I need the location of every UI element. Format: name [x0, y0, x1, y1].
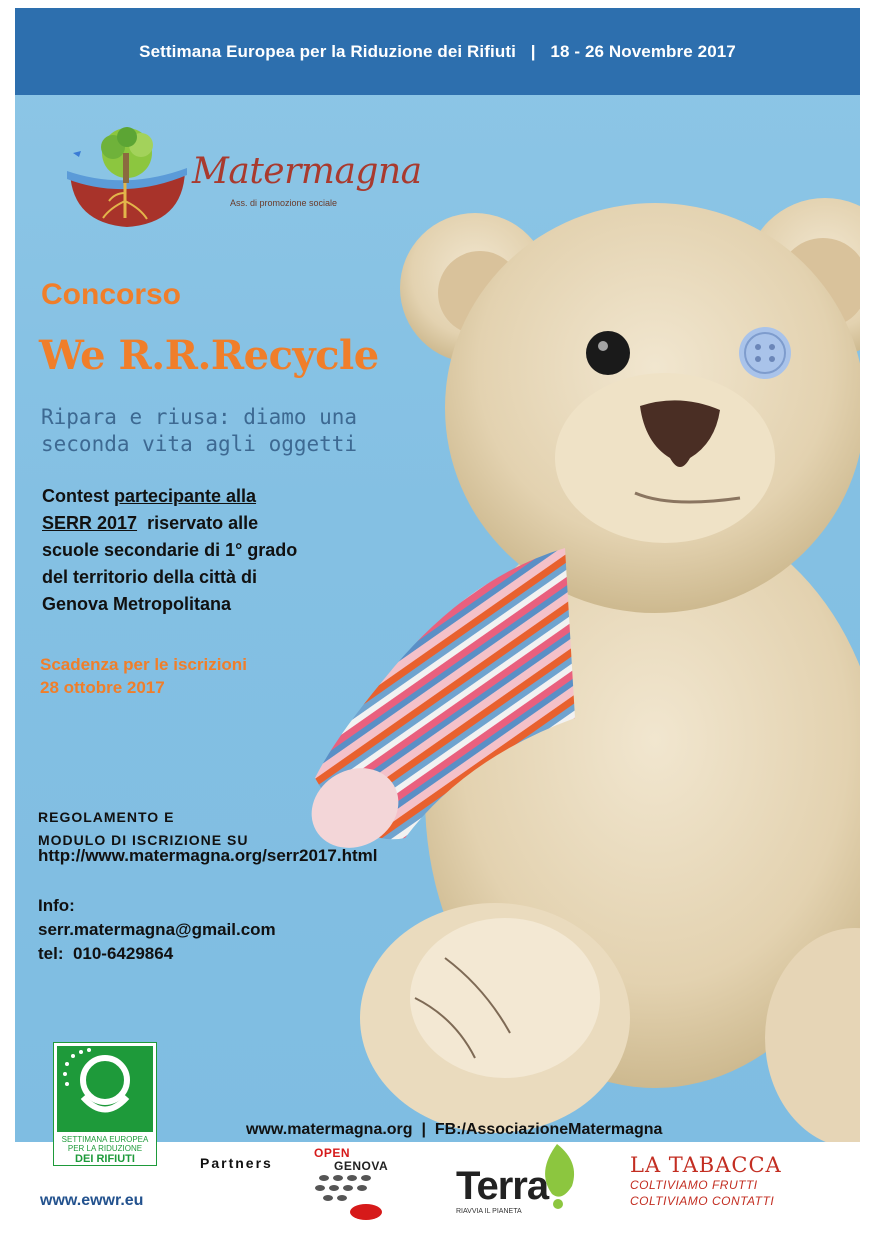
header-text [139, 42, 736, 62]
tagline-line-2: seconda vita agli oggetti [41, 432, 358, 456]
open-genova-dots-icon [314, 1172, 394, 1222]
terra-tagline: RIAVVIA IL PIANETA [456, 1208, 522, 1215]
info-label: Info: [38, 896, 75, 915]
desc-line-4: del territorio della città di [42, 567, 258, 587]
info-phone: tel: 010-6429864 [38, 944, 174, 963]
open-genova-logo [314, 1146, 394, 1226]
header-bar [15, 8, 860, 95]
contest-tagline [41, 404, 357, 458]
la-tabacca-logo [630, 1153, 782, 1209]
desc-line-3: scuole secondarie di 1° grado [42, 540, 298, 560]
partners-label: Partners [200, 1155, 273, 1171]
serr-link-part1: partecipante alla [114, 486, 257, 506]
rules-line-2: MODULO DI ISCRIZIONE SU [38, 832, 249, 848]
ewwr-url-link[interactable]: www.ewwr.eu [40, 1192, 144, 1209]
desc-line2-rest: riservato alle [137, 513, 259, 533]
ewwr-logo-line-3: DEI RIFIUTI [75, 1153, 135, 1165]
la-tabacca-line-2: COLTIVIAMO CONTATTI [630, 1194, 775, 1208]
ewwr-logo-line-2: PER LA RIDUZIONE [67, 1144, 143, 1153]
desc-prefix: Contest [42, 486, 114, 506]
contest-title: We R.R.Recycle [39, 332, 379, 379]
contest-label: Concorso [41, 278, 182, 311]
deadline-label: Scadenza per le iscrizioni [40, 655, 247, 674]
poster [15, 8, 860, 1142]
desc-line-1 [42, 483, 297, 510]
matermagna-logo-icon [65, 123, 190, 233]
serr-link-part2: SERR 2017 [42, 513, 138, 533]
rules-line-1: REGOLAMENTO E [38, 809, 175, 825]
ewwr-logo-line-1: SETTIMANA EUROPEA [61, 1135, 149, 1144]
header-dates: 18 - 26 Novembre 2017 [550, 41, 736, 61]
desc-line-2 [42, 510, 297, 537]
organizer-name: Matermagna [192, 151, 422, 192]
teddy-bear-image [295, 158, 860, 1142]
desc-line-5: Genova Metropolitana [42, 594, 232, 614]
open-genova-text-2: GENOVA [334, 1159, 389, 1173]
la-tabacca-name: LA TABACCA [630, 1153, 782, 1177]
header-separator: | [530, 41, 536, 61]
open-genova-text-1: OPEN [314, 1146, 351, 1160]
deadline-date: 28 ottobre 2017 [40, 678, 165, 697]
terra-name: Terra [456, 1164, 549, 1208]
contest-description [42, 483, 297, 618]
tagline-line-1: Ripara e riusa: diamo una [41, 405, 358, 429]
deadline [40, 653, 247, 699]
ewwr-logo-icon [53, 1042, 157, 1166]
terra-logo [454, 1142, 584, 1222]
header-title: Settimana Europea per la Riduzione dei Rifiuti [139, 41, 516, 61]
la-tabacca-line-1: COLTIVIAMO FRUTTI [630, 1178, 758, 1192]
info-email-link[interactable]: serr.matermagna@gmail.com [38, 920, 276, 939]
contact-info [38, 894, 276, 966]
registration-url-link[interactable]: http://www.matermagna.org/serr2017.html [38, 846, 378, 865]
website-facebook[interactable]: www.matermagna.org | FB:/AssociazioneMatermagna [246, 1121, 663, 1138]
organizer-subtitle: Ass. di promozione sociale [230, 198, 338, 208]
